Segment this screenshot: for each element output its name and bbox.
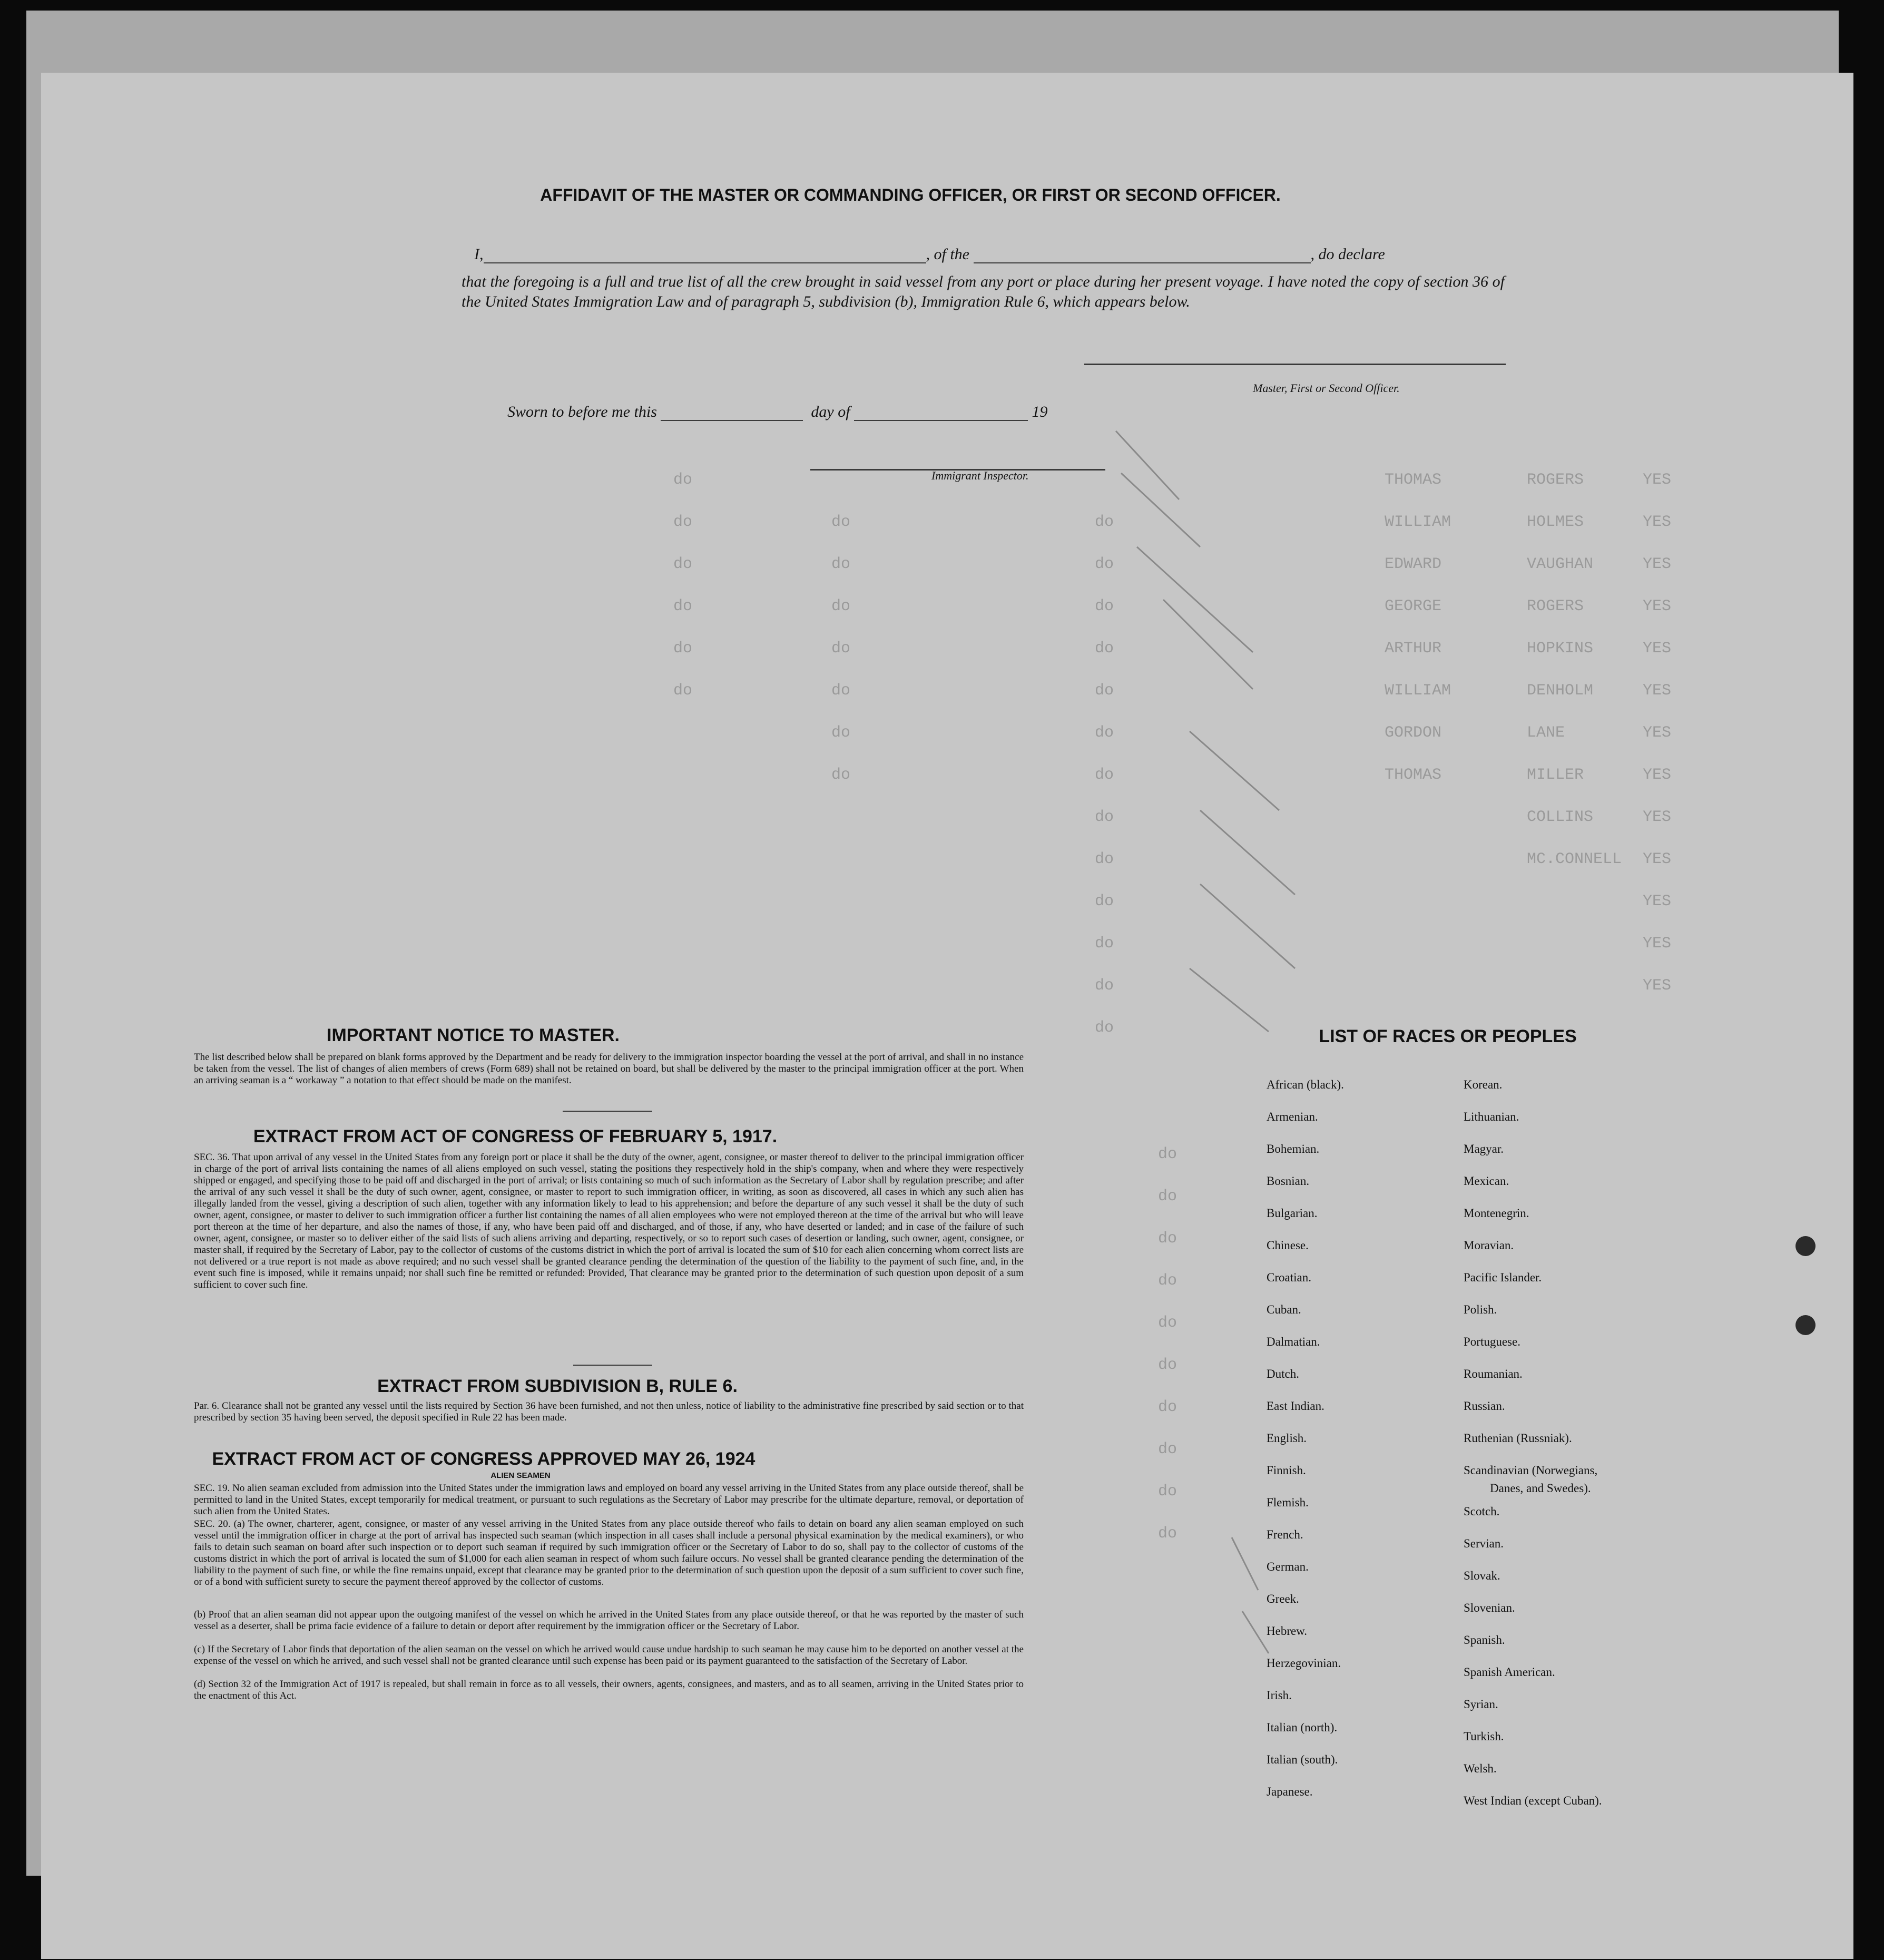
declarant-name-field[interactable]: [484, 262, 926, 263]
day-of-label: day of: [811, 403, 850, 420]
race-item: Servian.: [1464, 1537, 1504, 1550]
inspector-signature-label: Immigrant Inspector.: [931, 469, 1029, 482]
race-item: Chinese.: [1267, 1239, 1309, 1252]
act-1924-sec20c: (c) If the Secretary of Labor finds that deportation of the alien seaman on the vessel on which he arrived would cause undue hardship to such seaman he may cause him to be deported on another vessel at the expense of the vessel on which he arrived, and such vessel shall not be granted clearance until such expense has been paid or its payment guaranteed to the satisfaction of the Secretary of Labor.: [194, 1644, 1024, 1667]
race-item: French.: [1267, 1528, 1303, 1541]
race-item: Mexican.: [1464, 1174, 1509, 1188]
divider: [563, 1111, 652, 1112]
race-item: Dalmatian.: [1267, 1335, 1320, 1348]
act-1924-sec20d: (d) Section 32 of the Immigration Act of 1917 is repealed, but shall remain in force as to all vessels, their owners, agents, consignees, and masters, and as to all seamen, arriving in the United States prior to the enactment of this Act.: [194, 1679, 1024, 1701]
race-item: Cuban.: [1267, 1303, 1301, 1316]
race-item: Italian (north).: [1267, 1721, 1338, 1734]
race-item: Croatian.: [1267, 1271, 1311, 1284]
race-item-continuation: Danes, and Swedes).: [1490, 1482, 1591, 1495]
extract-1917-text: SEC. 36. That upon arrival of any vessel in the United States from any foreign port or place it shall be the duty of the owner, agent, consignee, or master thereof to deliver to the principal immigration officer in charge of the port of arrival lists containing the names of all aliens employed on such vessel, stating the positions they respectively hold in the ship's company, when and where they were respectively shipped or engaged, and specifying those to be paid off and discharged in the port of arrival; or lists containing so much of such information as the Secretary of Labor shall by regulation prescribe; and after the arrival of any such vessel it shall be the duty of such owner, agent, consignee, or master to report to such immigration officer, in writing, as soon as discovered, all cases in which any such alien has illegally landed from the vessel, giving a description of such alien, together with any information likely to lead to his apprehension; and before the departure of any such vessel it shall be the duty of such owner, agent, consignee, or master to deliver to such immigration officer a further list containing the names of all alien employees who were not employed thereon at the time of the arrival but who will leave port thereon at the time of her departure, and also the names of those, if any, who have been paid off and discharged, and of those, if any, who have deserted or landed; and in case of the failure of such owner, agent, consignee, or master so to deliver either of the said lists of such aliens arriving and departing, respectively, or so to report such cases of desertion or landing, such owner, agent, consignee, or master shall, if required by the Secretary of Labor, pay to the collector of customs of the customs district in which the port of arrival is located the sum of $10 for each alien concerning whom correct lists are not delivered or a true report is not made as above required; and no such vessel shall be granted clearance pending the determination of the question of the liability to the payment of such fine, and, in the event such fine is imposed, while it remains unpaid; nor shall such fine be remitted or refunded: Provided, That clearance may be granted prior to the determination of such question upon deposit of a sum sufficient to cover such fine.: [194, 1152, 1024, 1290]
race-item: Slovak.: [1464, 1569, 1500, 1582]
race-item: Spanish American.: [1464, 1665, 1555, 1679]
race-item: Armenian.: [1267, 1110, 1318, 1123]
binder-hole: [1795, 1236, 1816, 1256]
master-signature-line[interactable]: [1084, 364, 1506, 365]
declarant-prefix: I,: [474, 246, 484, 263]
race-item: Hebrew.: [1267, 1624, 1308, 1638]
master-signature-label: Master, First or Second Officer.: [1253, 381, 1400, 395]
race-item: Herzegovinian.: [1267, 1657, 1341, 1670]
race-item: Greek.: [1267, 1592, 1299, 1605]
race-item: East Indian.: [1267, 1399, 1324, 1413]
notice-title: IMPORTANT NOTICE TO MASTER.: [327, 1025, 620, 1045]
race-item: Korean.: [1464, 1078, 1503, 1091]
race-item: English.: [1267, 1432, 1307, 1445]
affidavit-title: AFFIDAVIT OF THE MASTER OR COMMANDING OFFICER, OR FIRST OR SECOND OFFICER.: [540, 185, 1281, 204]
race-item: Slovenian.: [1464, 1601, 1515, 1614]
act-1924-title: EXTRACT FROM ACT OF CONGRESS APPROVED MAY 26, 1924: [212, 1449, 755, 1469]
extract-1917-title: EXTRACT FROM ACT OF CONGRESS OF FEBRUARY 5, 1917.: [253, 1126, 778, 1146]
act-1924-subtitle: ALIEN SEAMEN: [490, 1471, 551, 1480]
do-declare-label: , do declare: [1310, 246, 1385, 263]
year-prefix: 19: [1032, 403, 1048, 420]
vessel-name-field[interactable]: [974, 262, 1311, 263]
race-item: Dutch.: [1267, 1367, 1299, 1380]
race-item: Roumanian.: [1464, 1367, 1523, 1380]
sworn-month-field[interactable]: [854, 420, 1028, 421]
race-item: Portuguese.: [1464, 1335, 1520, 1348]
race-item: Turkish.: [1464, 1730, 1504, 1743]
race-item: Finnish.: [1267, 1464, 1306, 1477]
race-item: Russian.: [1464, 1399, 1505, 1413]
sworn-line: [507, 403, 1048, 421]
act-1924-sec20b: (b) Proof that an alien seaman did not appear upon the outgoing manifest of the vessel on which he arrived in the United States from any place outside thereof, or that he was reported by the master of such vessel as a deserter, shall be prima facie evidence of a failure to detain or deport after requirement by the immigration officer or the Secretary of Labor.: [194, 1609, 1024, 1632]
rule6-text: Par. 6. Clearance shall not be granted any vessel until the lists required by Section 36 have been furnished, and not then unless, notice of liability to the administrative fine prescribed by said section or to that prescribed by section 35 having been served, the deposit specified in Rule 22 has been made.: [194, 1400, 1024, 1423]
race-item: Bulgarian.: [1267, 1207, 1318, 1220]
of-the-label: , of the: [926, 246, 969, 263]
race-item: Montenegrin.: [1464, 1207, 1529, 1220]
race-item: Syrian.: [1464, 1698, 1498, 1711]
binder-hole: [1795, 1315, 1816, 1335]
document-page: YES YES YES YES YES YES YES YES YES YES YES YES YES ROGERS HOLMES VAUGHAN ROGERS HOPKINS DENHOLM LANE MILLER COLLINS MC.CONNELL THOMAS WILLIAM EDWARD GEORGE ARTHUR WILLIAM GORDON THOMAS do do do do do do do do do do do do do do do do do do do do do do do do do do do do do do do do do do do do AFFIDAVIT OF THE MASTER OR COMMANDING OFFICER, OR FIRST OR SECOND OFFICER. I, , of the , do declare that the foregoing is a full and true list of all the crew brought in said vessel from any port or place during her present voyage. I have noted the copy of section 36 of the United States Immigration Law and of paragraph 5, subdivision (b), Immigration Rule 6, which appears below. Master, First or Second Officer. Sworn to before me this day of 19 Immigrant Inspector. IMPORTANT NOTICE TO MASTER. The list described below shall be prepared on blank forms approved by the Department and be ready for delivery to the immigration inspector boarding the vessel at the port of arrival, and shall in no instance be taken from the vessel. The list of changes of alien members of crews (Form 689) shall not be retained on board, but shall be delivered by the master to the principal immigration officer at the port. When an arriving seaman is a “ workaway ” a notation to that effect should be made on the manifest. EXTRACT FROM ACT OF CONGRESS OF FEBRUARY 5, 1917. SEC. 36. That upon arrival of any vessel in the United States from any foreign port or place it shall be the duty of the owner, agent, consignee, or master thereof to deliver to the principal immigration officer in charge of the port of arrival lists containing the names of all aliens employed on such vessel, stating the positions they respectively hold in the ship's company, when and where they were respectively shipped or engaged, and specifying those to be paid off and discharged in the port of arrival; or lists containing so much of such information as the Secretary of Labor shall by regulation prescribe; and after the arrival of any such vessel it shall be the duty of such owner, agent, consignee, or master to report to such immigration officer, in writing, as soon as discovered, all cases in which any such alien has illegally landed from the vessel, giving a description of such alien, together with any information likely to lead to his apprehension; and before the departure of any such vessel it shall be the duty of such owner, agent, consignee, or master to deliver to such immigration officer a further list containing the names of all alien employees who were not employed thereon at the time of the arrival but who will leave port thereon at the time of her departure, and also the names of those, if any, who have been paid off and discharged, and of those, if any, who have deserted or landed; and in case of the failure of such owner, agent, consignee, or master so to deliver either of the said lists of such aliens arriving and departing, respectively, or so to report such cases of desertion or landing, such owner, agent, consignee, or master shall, if required by the Secretary of Labor, pay to the collector of customs of the customs district in which the port of arrival is located the sum of $10 for each alien concerning whom correct lists are not delivered or a true report is not made as above required; and no such vessel shall be granted clearance pending the determination of the question of the liability to the payment of such fine, and, in the event such fine is imposed, while it remains unpaid; nor shall such fine be remitted or refunded: Provided, That clearance may be granted prior to the determination of such question upon deposit of a sum sufficient to cover such fine. EXTRACT FROM SUBDIVISION B, RULE 6. Par. 6. Clearance shall not be granted any vessel until the lists required by Section 36 have been furnished, and not then unless, notice of liability to the administrative fine prescribed by said section or to that prescribed by section 35 having been served, the deposit specified in Rule 22 has been made. EXTRACT FROM ACT OF CONGRESS APPROVED MAY 26, 1924 ALIEN SEAMEN SEC. 19. No alien seaman excluded from admission into the United States under the immigration laws and employed on board any vessel arriving in the United States from any place outside thereof, shall be permitted to land in the United States, except temporarily for medical treatment, or pursuant to such regulations as the Secretary of Labor may prescribe for the ultimate departure, removal, or deportation of such alien from the United States. SEC. 20. (a) The owner, charterer, agent, consignee, or master of any vessel arriving in the United States from any place outside thereof who fails to detain on board any alien seaman employed on such vessel until the immigration officer in charge at the port of arrival has inspected such seaman (which inspection in all cases shall include a personal physical examination by the medical examiners), or who fails to detain such seaman on board after such inspection or to deport such seaman if required by such immigration officer or the Secretary of Labor to do so, shall pay to the collector of customs of the customs district in which the port of arrival is located the sum of $1,000 for each alien seaman in respect of whom such failure occurs. No vessel shall be granted clearance pending the determination of the liability to the payment of such fine, or while the fine remains unpaid, except that clearance may be granted prior to the determination of such question upon the deposit of a sum sufficient to cover such fine, or of a bond with sufficient surety to secure the payment thereof approved by the collector of customs. (b) Proof that an alien seaman did not appear upon the outgoing manifest of the vessel on which he arrived in the United States from any place outside thereof, or that he was reported by the master of such vessel as a deserter, shall be prima facie evidence of a failure to detain or deport after requirement by the immigration officer or the Secretary of Labor. (c) If the Secretary of Labor finds that deportation of the alien seaman on the vessel on which he arrived would cause undue hardship to such seaman he may cause him to be deported on another vessel at the expense of the vessel on which he arrived, and such vessel shall not be granted clearance until such expense has been paid or its payment guaranteed to the satisfaction of the Secretary of Labor. (d) Section 32 of the Immigration Act of 1917 is repealed, but shall remain in force as to all vessels, their owners, agents, consignees, and masters, and as to all seamen, arriving in the United States prior to the enactment of this Act. LIST OF RACES OR PEOPLES African (black). Armenian. Bohemian. Bosnian. Bulgarian. Chinese. Croatian. Cuban. Dalmatian. Dutch. East Indian. English. Finnish. Flemish. French. German. Greek. Hebrew. Herzegovinian. Irish. Italian (north). Italian (south). Japanese. Korean. Lithuanian. Magyar. Mexican. Montenegrin. Moravian. Pacific Islander. Polish. Portuguese. Roumanian. Russian. Ruthenian (Russniak). Scandinavian (Norwegians, Danes, and Swedes). Scotch. Servian. Slovak. Slovenian. Spanish. Spanish American. Syrian. Turkish. Welsh. West Indian (except Cuban).: [41, 73, 1853, 1959]
race-item: Japanese.: [1267, 1785, 1313, 1798]
race-item: Flemish.: [1267, 1496, 1309, 1509]
race-item: Scotch.: [1464, 1505, 1500, 1518]
race-item: Magyar.: [1464, 1142, 1504, 1155]
race-item: Ruthenian (Russniak).: [1464, 1432, 1572, 1445]
affidavit-declaration-line: [474, 246, 1385, 263]
race-item: Bohemian.: [1267, 1142, 1320, 1155]
act-1924-sec20a: SEC. 20. (a) The owner, charterer, agent, consignee, or master of any vessel arriving in the United States from any place outside thereof who fails to detain on board any alien seaman employed on such vessel until the immigration officer in charge at the port of arrival has inspected such seaman (which inspection in all cases shall include a personal physical examination by the medical examiners), or who fails to detain such seaman on board after such inspection or to deport such seaman if required by such immigration officer or the Secretary of Labor to do so, shall pay to the collector of customs of the customs district in which the port of arrival is located the sum of $1,000 for each alien seaman in respect of whom such failure occurs. No vessel shall be granted clearance pending the determination of the liability to the payment of such fine, or while the fine remains unpaid, except that clearance may be granted prior to the determination of such question upon the deposit of a sum sufficient to cover such fine, or of a bond with sufficient surety to secure the payment thereof approved by the collector of customs.: [194, 1518, 1024, 1587]
rule6-title: EXTRACT FROM SUBDIVISION B, RULE 6.: [377, 1376, 738, 1396]
notice-text: The list described below shall be prepared on blank forms approved by the Department and be ready for delivery to the immigration inspector boarding the vessel at the port of arrival, and shall in no instance be taken from the vessel. The list of changes of alien members of crews (Form 689) shall not be retained on board, but shall be delivered by the master to the principal immigration officer at the port. When an arriving seaman is a “ workaway ” a notation to that effect should be made on the manifest.: [194, 1052, 1024, 1086]
sworn-label: Sworn to before me this: [507, 403, 657, 420]
divider: [573, 1365, 652, 1366]
act-1924-sec19: SEC. 19. No alien seaman excluded from admission into the United States under the immigration laws and employed on board any vessel arriving in the United States from any place outside thereof, shall be permitted to land in the United States, except temporarily for medical treatment, or pursuant to such regulations as the Secretary of Labor may prescribe for the ultimate departure, removal, or deportation of such alien from the United States.: [194, 1483, 1024, 1517]
race-item: Bosnian.: [1267, 1174, 1310, 1188]
race-item: Italian (south).: [1267, 1753, 1338, 1766]
race-item: Polish.: [1464, 1303, 1497, 1316]
race-item: Scandinavian (Norwegians,: [1464, 1464, 1598, 1477]
race-item: West Indian (except Cuban).: [1464, 1794, 1602, 1807]
race-item: Spanish.: [1464, 1633, 1505, 1647]
race-item: Irish.: [1267, 1689, 1292, 1702]
race-item: Moravian.: [1464, 1239, 1514, 1252]
race-item: German.: [1267, 1560, 1309, 1573]
sworn-day-field[interactable]: [661, 420, 803, 421]
affidavit-body: that the foregoing is a full and true list of all the crew brought in said vessel from any port or place during her present voyage. I have noted the copy of section 36 of the United States Immigration Law and of paragraph 5, subdivision (b), Immigration Rule 6, which appears below.: [462, 273, 1505, 310]
pencil-marks: [41, 73, 1853, 1959]
races-title: LIST OF RACES OR PEOPLES: [1319, 1026, 1577, 1046]
race-item: African (black).: [1267, 1078, 1344, 1091]
race-item: Pacific Islander.: [1464, 1271, 1542, 1284]
race-item: Welsh.: [1464, 1762, 1497, 1775]
race-item: Lithuanian.: [1464, 1110, 1519, 1123]
